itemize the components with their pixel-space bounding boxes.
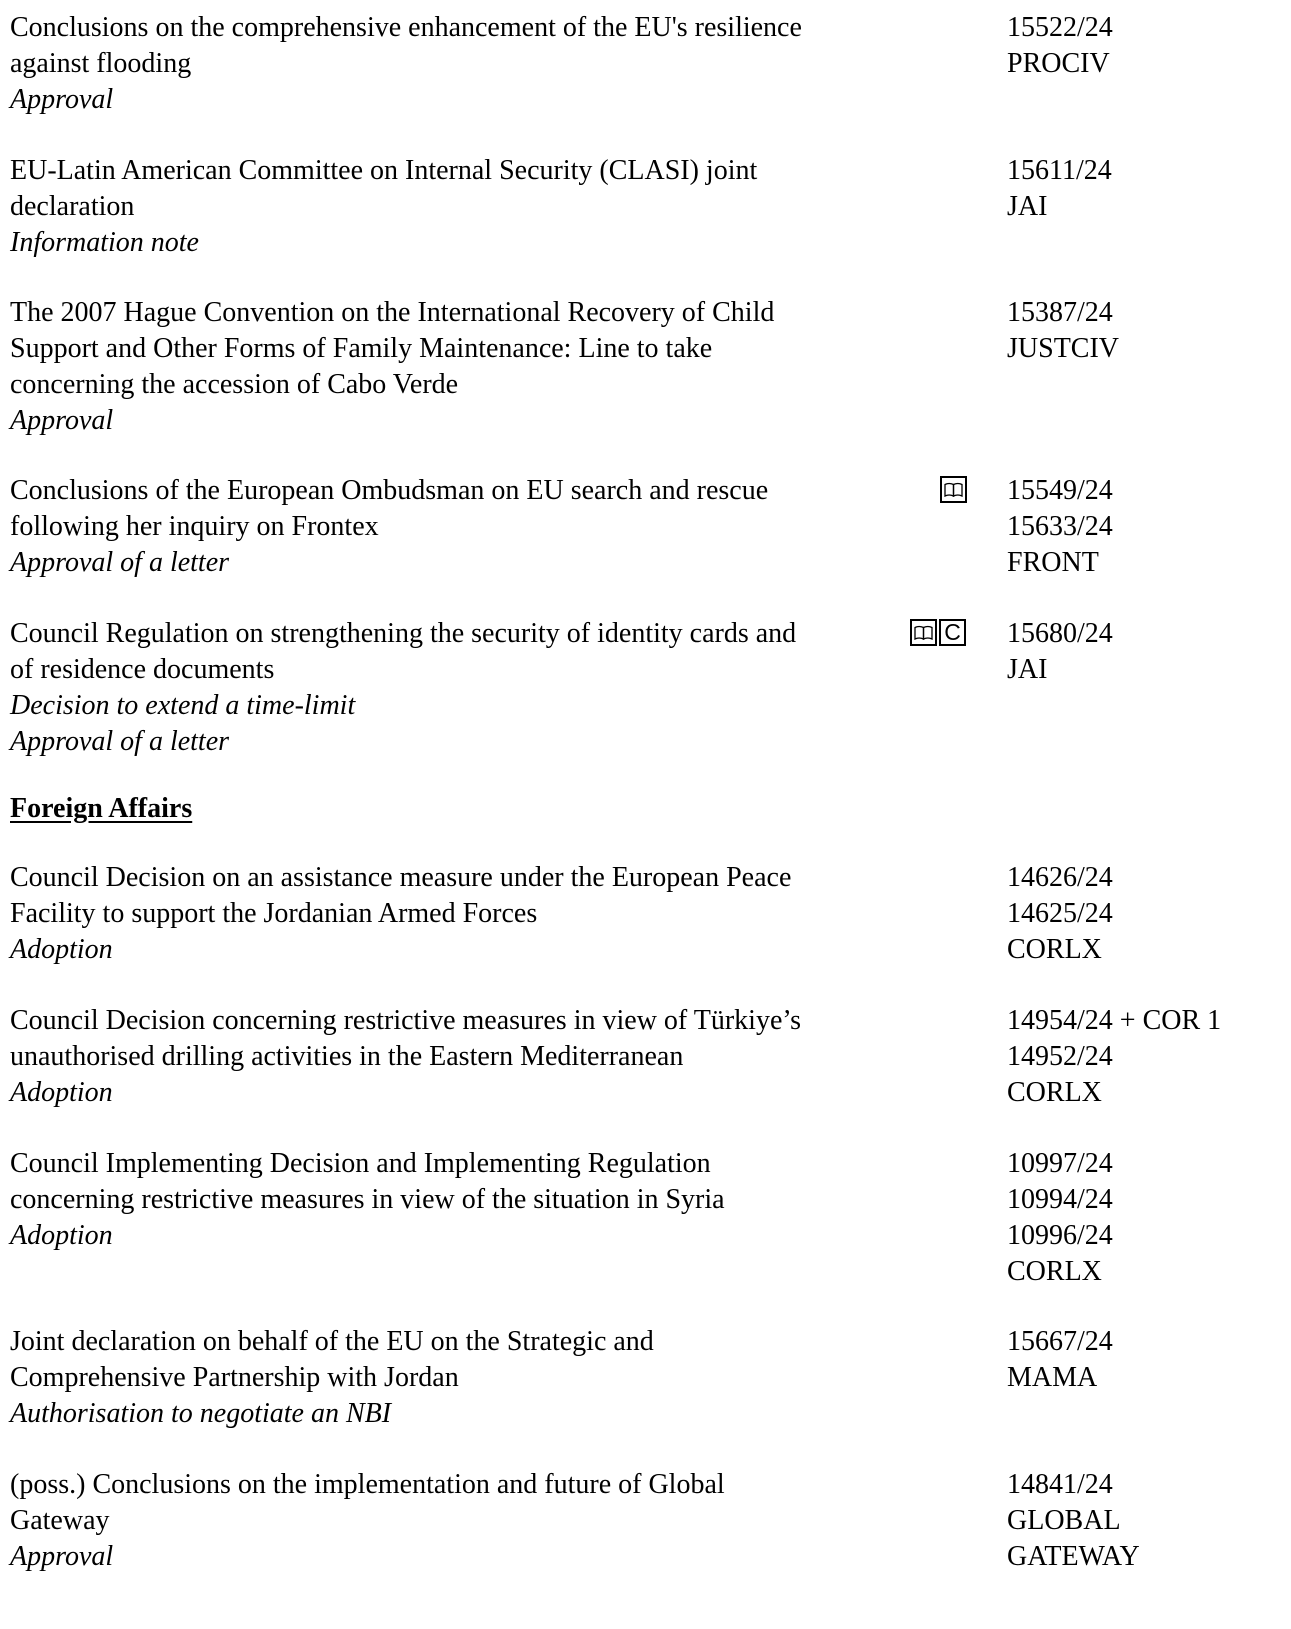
document-reference: GLOBAL [1007,1505,1121,1536]
agenda-item-title-line: EU-Latin American Committee on Internal Security (CLASI) joint [10,155,758,186]
document-references [1007,153,1287,225]
document-references [1007,1467,1287,1575]
agenda-item-title-line: unauthorised drilling activities in the Eastern Mediterranean [10,1041,684,1072]
agenda-item-title-line: Council Decision concerning restrictive measures in view of Türkiye’s [10,1005,802,1036]
document-reference: JAI [1007,191,1048,222]
agenda-item-action: Adoption [10,1077,113,1108]
procedure-icons [940,476,967,503]
agenda-item-text [10,616,890,760]
agenda-item-action: Decision to extend a time-limit [10,690,356,721]
agenda-item-action: Approval [10,84,114,115]
document-reference: FRONT [1007,547,1099,578]
agenda-item [10,295,1280,441]
agenda-item [10,616,1280,762]
agenda-item-action: Approval of a letter [10,547,230,578]
document-reference: CORLX [1007,1256,1102,1287]
agenda-item-title-line: Council Implementing Decision and Implementing Regulation [10,1148,711,1179]
agenda-item-action: Adoption [10,1220,113,1251]
document-references [1007,473,1287,581]
agenda-item-action: Adoption [10,934,113,965]
document-reference: 14626/24 [1007,862,1113,893]
agenda-item-text [10,1146,890,1254]
procedure-icons [910,619,966,646]
document-reference: CORLX [1007,934,1102,965]
agenda-item-title-line: Support and Other Forms of Family Maintenance: Line to take [10,333,713,364]
document-reference: 15549/24 [1007,475,1113,506]
document-references [1007,1324,1287,1396]
agenda-item [10,1324,1280,1434]
document-references [1007,10,1287,82]
agenda-item-title-line: Comprehensive Partnership with Jordan [10,1362,459,1393]
document-reference: 15522/24 [1007,12,1113,43]
agenda-item-title-line: following her inquiry on Frontex [10,511,379,542]
agenda-item-title-line: Council Decision on an assistance measure under the European Peace [10,862,792,893]
document-reference: 15667/24 [1007,1326,1113,1357]
agenda-item [10,860,1280,970]
agenda-item-action: Approval [10,405,114,436]
document-reference: GATEWAY [1007,1541,1140,1572]
agenda-item-text [10,1003,890,1111]
agenda-item [10,10,1280,120]
agenda-item-text [10,1324,890,1432]
agenda-item-title-line: declaration [10,191,135,222]
section-heading: Foreign Affairs [10,793,193,824]
agenda-item-text [10,473,890,581]
book-icon [940,476,967,503]
agenda-item [10,1003,1280,1113]
agenda-item [10,1467,1280,1577]
agenda-item-title-line: Council Regulation on strengthening the security of identity cards and [10,618,797,649]
document-references [1007,616,1287,688]
agenda-item [10,1146,1280,1292]
agenda-item-title-line: Conclusions of the European Ombudsman on EU search and rescue [10,475,769,506]
agenda-item [10,153,1280,263]
document-reference: 10997/24 [1007,1148,1113,1179]
c-icon-letter: C [944,619,961,645]
agenda-item-text [10,10,890,118]
document-reference: JAI [1007,654,1048,685]
agenda-item-text [10,295,890,439]
document-reference: 10996/24 [1007,1220,1113,1251]
agenda-item-action: Approval [10,1541,114,1572]
agenda-item-title-line: Joint declaration on behalf of the EU on the Strategic and [10,1326,654,1357]
c-icon [939,619,966,646]
agenda-item-title-line: Gateway [10,1505,110,1536]
document-reference: 15633/24 [1007,511,1113,542]
document-reference: 14625/24 [1007,898,1113,929]
document-references [1007,1146,1287,1290]
document-reference: 10994/24 [1007,1184,1113,1215]
document-reference: MAMA [1007,1362,1098,1393]
document-reference: PROCIV [1007,48,1110,79]
document-references [1007,860,1287,968]
document-reference: 15611/24 [1007,155,1112,186]
agenda-item-text [10,860,890,968]
document-reference: 14952/24 [1007,1041,1113,1072]
document-reference: JUSTCIV [1007,333,1120,364]
agenda-item-action: Authorisation to negotiate an NBI [10,1398,392,1429]
agenda-item-title-line: (poss.) Conclusions on the implementation and future of Global [10,1469,725,1500]
agenda-item-action: Approval of a letter [10,726,230,757]
book-icon [910,619,937,646]
agenda-item [10,473,1280,583]
agenda-item-title-line: against flooding [10,48,192,79]
document-reference: 14954/24 + COR 1 [1007,1005,1222,1036]
agenda-item-title-line: Conclusions on the comprehensive enhancement of the EU's resilience [10,12,802,43]
document-reference: 14841/24 [1007,1469,1113,1500]
document-references [1007,295,1287,367]
agenda-item-title-line: concerning the accession of Cabo Verde [10,369,459,400]
agenda-item-title-line: The 2007 Hague Convention on the International Recovery of Child [10,297,775,328]
agenda-item-title-line: concerning restrictive measures in view of the situation in Syria [10,1184,725,1215]
agenda-item-action: Information note [10,227,199,258]
agenda-item-title-line: Facility to support the Jordanian Armed Forces [10,898,538,929]
agenda-item-title-line: of residence documents [10,654,275,685]
document-references [1007,1003,1287,1111]
document-reference: 15387/24 [1007,297,1113,328]
agenda-item-text [10,1467,890,1575]
agenda-item-text [10,153,890,261]
document-reference: 15680/24 [1007,618,1113,649]
document-reference: CORLX [1007,1077,1102,1108]
